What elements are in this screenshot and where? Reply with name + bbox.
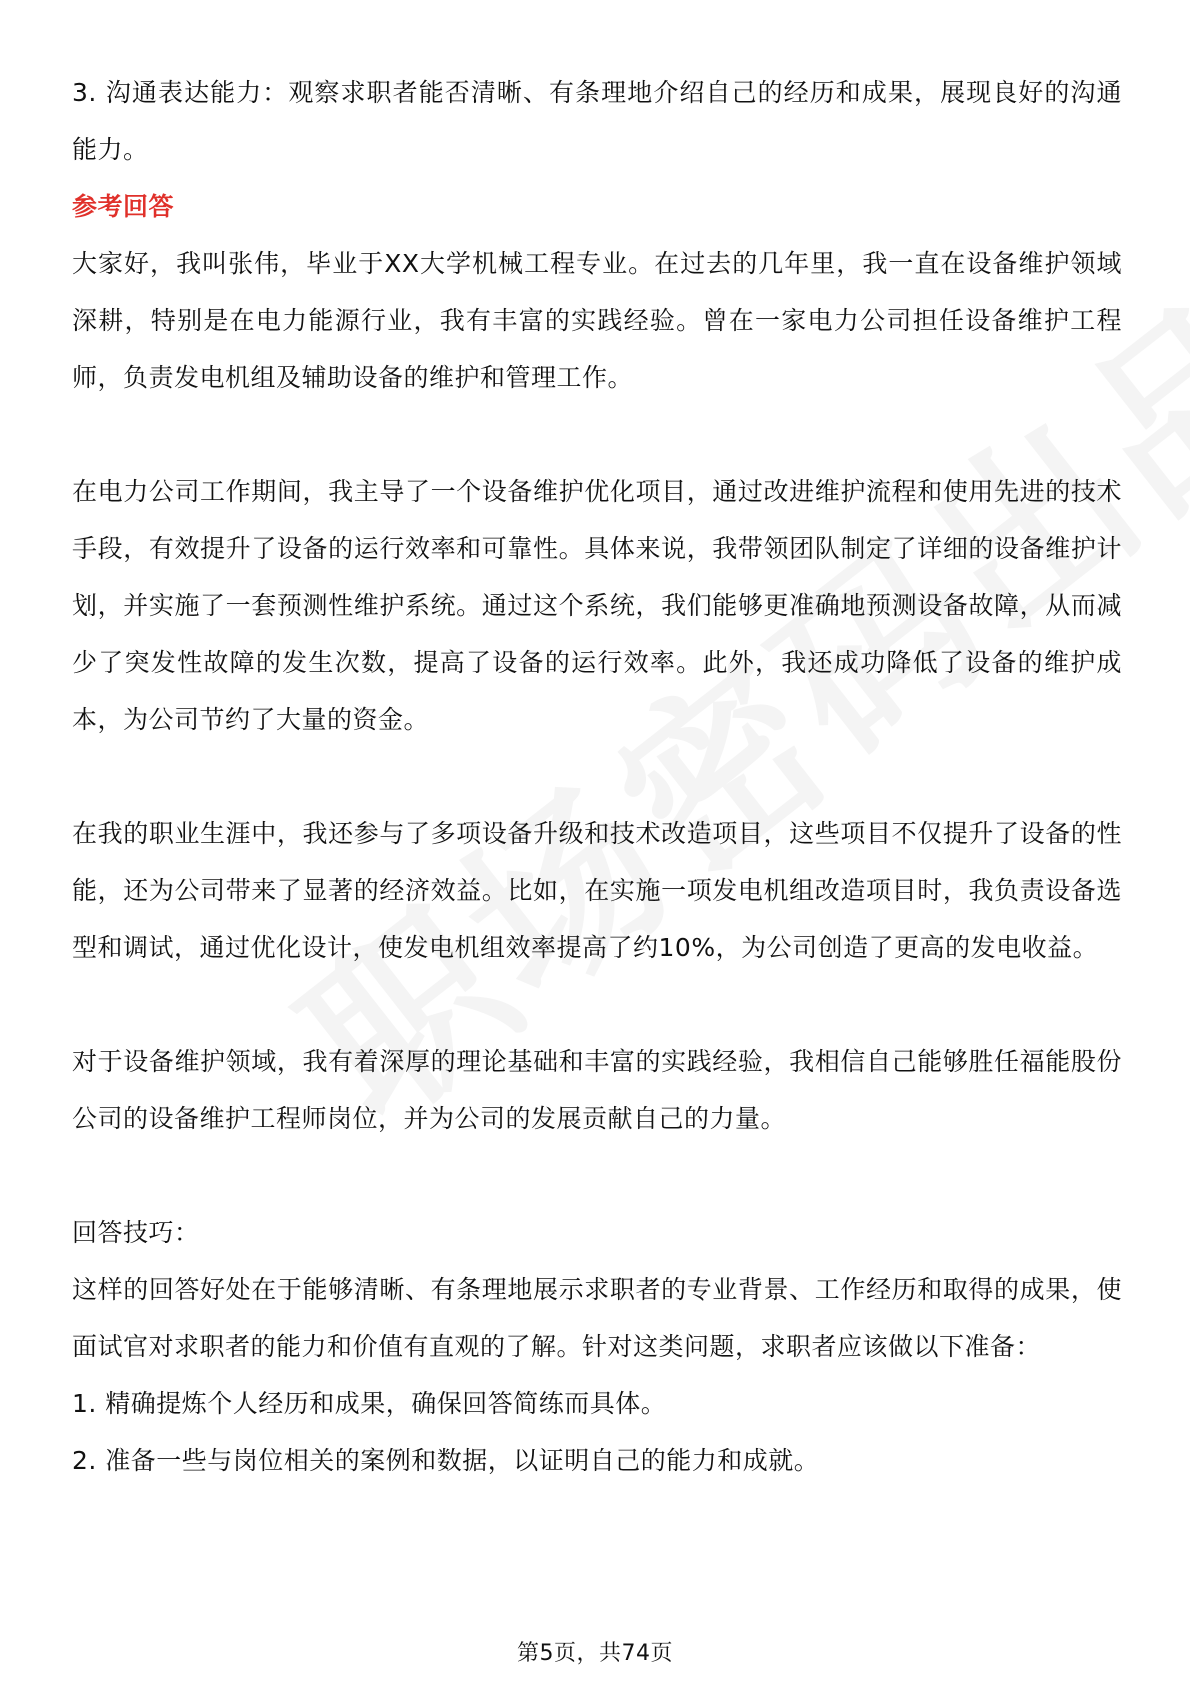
paragraph-spacer xyxy=(72,406,1122,463)
tips-intro: 这样的回答好处在于能够清晰、有条理地展示求职者的专业背景、工作经历和取得的成果，使面试官对求职者的能力和价值有直观的了解。针对这类问题，求职者应该做以下准备： xyxy=(72,1275,1122,1361)
criterion-3: 3. 沟通表达能力：观察求职者能否清晰、有条理地介绍自己的经历和成果，展现良好的沟通能力。 xyxy=(72,78,1122,164)
paragraph-spacer xyxy=(72,748,1122,805)
page-number: 第5页，共74页 xyxy=(517,1641,673,1666)
paragraph-spacer xyxy=(72,976,1122,1033)
reference-paragraph-1: 大家好，我叫张伟，毕业于XX大学机械工程专业。在过去的几年里，我一直在设备维护领域深耕，特别是在电力能源行业，我有丰富的实践经验。曾在一家电力公司担任设备维护工程师，负责发电机组及辅助设备的维护和管理工作。 xyxy=(72,249,1122,392)
tips-item-1: 1. 精确提炼个人经历和成果，确保回答简练而具体。 xyxy=(72,1389,667,1418)
reference-paragraph-3: 在我的职业生涯中，我还参与了多项设备升级和技术改造项目，这些项目不仅提升了设备的性能，还为公司带来了显著的经济效益。比如，在实施一项发电机组改造项目时，我负责设备选型和调试，通过优化设计，使发电机组效率提高了约10%，为公司创造了更高的发电收益。 xyxy=(72,819,1122,962)
tips-item-2: 2. 准备一些与岗位相关的案例和数据，以证明自己的能力和成就。 xyxy=(72,1446,820,1475)
reference-paragraph-2: 在电力公司工作期间，我主导了一个设备维护优化项目，通过改进维护流程和使用先进的技术手段，有效提升了设备的运行效率和可靠性。具体来说，我带领团队制定了详细的设备维护计划，并实施了一套预测性维护系统。通过这个系统，我们能够更准确地预测设备故障，从而减少了突发性故障的发生次数，提高了设备的运行效率。此外，我还成功降低了设备的维护成本，为公司节约了大量的资金。 xyxy=(72,477,1122,734)
reference-answer-title: 参考回答 xyxy=(72,192,175,221)
page-content xyxy=(72,64,1122,1489)
paragraph-spacer xyxy=(72,1147,1122,1204)
tips-title: 回答技巧： xyxy=(72,1218,200,1247)
reference-paragraph-4: 对于设备维护领域，我有着深厚的理论基础和丰富的实践经验，我相信自己能够胜任福能股份公司的设备维护工程师岗位，并为公司的发展贡献自己的力量。 xyxy=(72,1047,1122,1133)
